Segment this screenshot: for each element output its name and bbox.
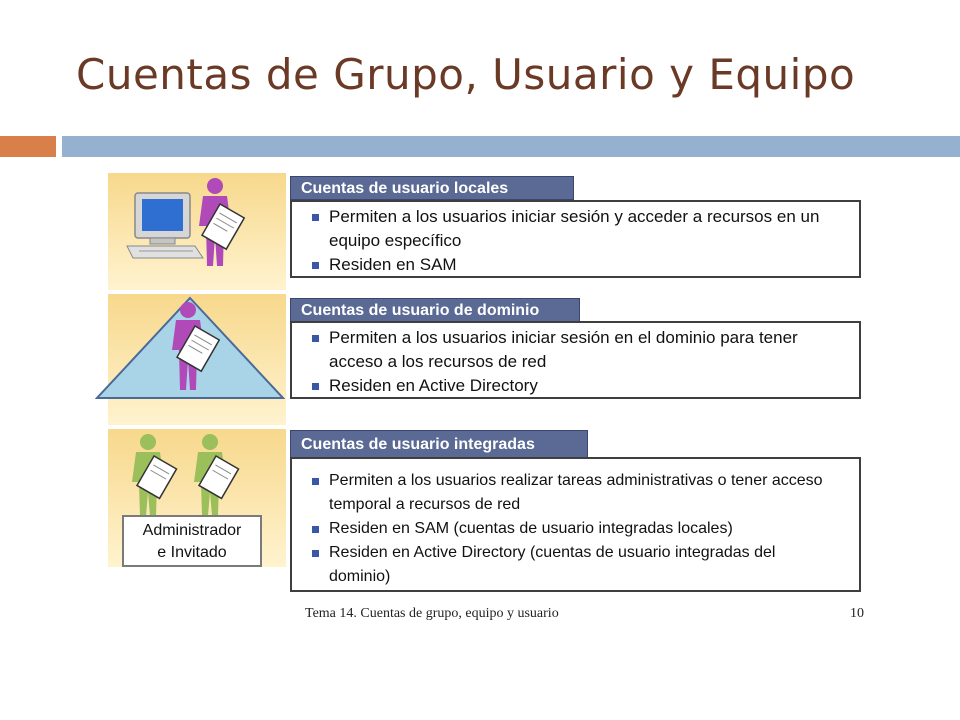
section-header-domain: Cuentas de usuario de dominio [290, 298, 580, 322]
section-box-builtin [290, 457, 861, 592]
slide-title: Cuentas de Grupo, Usuario y Equipo [76, 50, 856, 99]
user-document-icon [163, 300, 243, 396]
list-item: Residen en Active Directory (cuentas de usuario integradas del dominio) [292, 541, 859, 589]
footer-caption: Tema 14. Cuentas de grupo, equipo y usuario [305, 606, 559, 621]
section-header-builtin: Cuentas de usuario integradas [290, 430, 588, 458]
section-box-domain [290, 321, 861, 399]
list-item: Permiten a los usuarios iniciar sesión y acceder a recursos en un equipo específico [292, 205, 859, 253]
page-number: 10 [850, 606, 864, 621]
user-document-icon [190, 176, 270, 272]
admin-guest-label [122, 515, 262, 567]
list-item: Residen en SAM [292, 253, 859, 277]
section-box-local [290, 200, 861, 278]
admin-label-line2: e Invitado [157, 544, 227, 561]
list-item: Residen en SAM (cuentas de usuario integradas locales) [292, 517, 859, 541]
builtin-users-icon [120, 432, 270, 517]
list-item: Permiten a los usuarios iniciar sesión en el dominio para tener acceso a los recursos de red [292, 326, 859, 374]
list-item: Permiten a los usuarios realizar tareas administrativas o tener acceso temporal a recursos de red [292, 469, 859, 517]
list-item: Residen en Active Directory [292, 374, 859, 398]
admin-label-line1: Administrador [142, 522, 242, 539]
section-header-local: Cuentas de usuario locales [290, 176, 574, 200]
accent-bar-blue [62, 136, 960, 157]
accent-bar-orange [0, 136, 56, 157]
